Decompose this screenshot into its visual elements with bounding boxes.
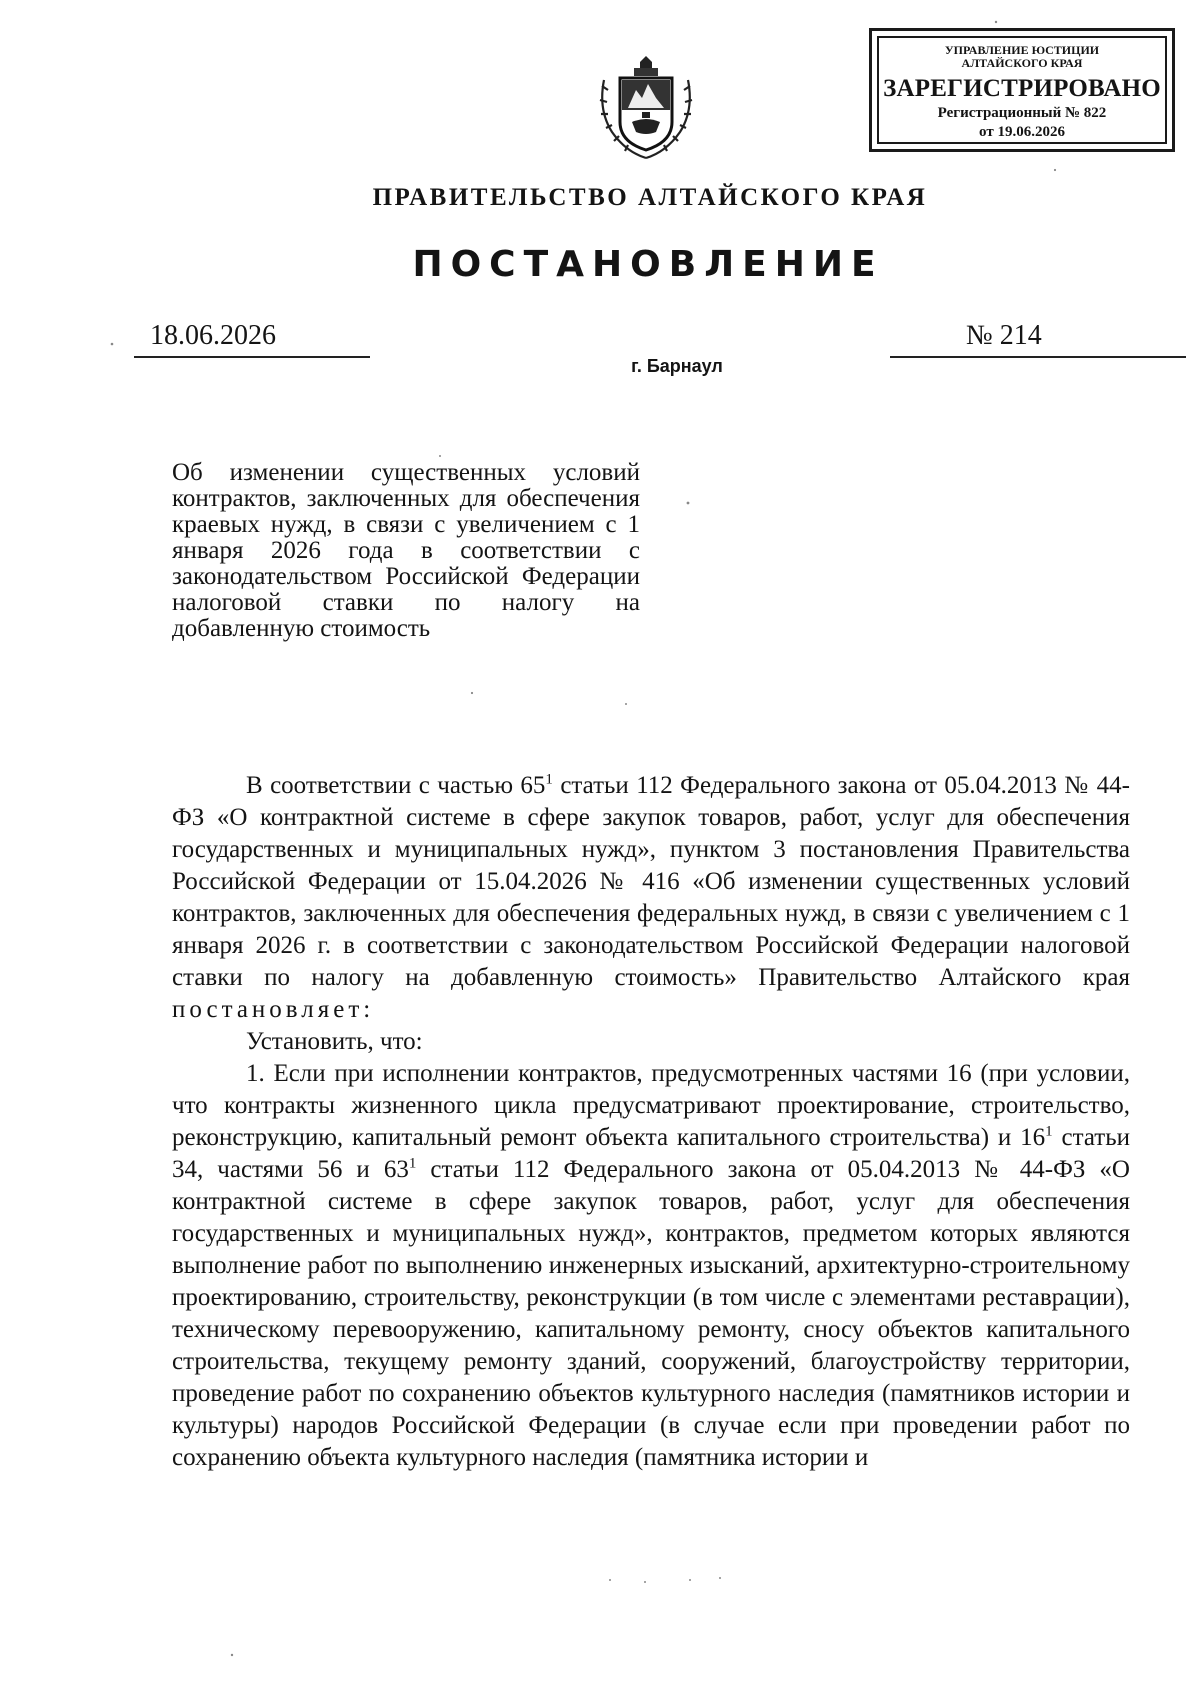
document-subject: Об изменении существенных условий контрактов, заключенных для обеспечения краевых нужд, в связи с увеличением с 1 января 2026 года в соответствии с законодательством Российской Федерации налоговой ставки по налогу на добавленную стоимость xyxy=(172,459,640,642)
registration-stamp xyxy=(869,28,1175,152)
superscript: 1 xyxy=(408,1155,417,1172)
superscript: 1 xyxy=(545,771,553,788)
item-1-paragraph xyxy=(172,1058,1130,1474)
preamble-verb: постановляет: xyxy=(172,996,375,1023)
stamp-org-line2: АЛТАЙСКОГО КРАЯ xyxy=(961,56,1083,70)
item-1-text-1: 1. Если при исполнении контрактов, предусмотренных частями 16 (при условии, что контракты жизненного цикла предусматривают проектирование, строительство, реконструкцию, капитальный ремонт объекта капитального строительства) и 16 xyxy=(172,1060,1130,1151)
document-date: 18.06.2026 xyxy=(134,320,370,358)
authority-name: ПРАВИТЕЛЬСТВО АЛТАЙСКОГО КРАЯ xyxy=(372,184,928,211)
document-city: г. Барнаул xyxy=(631,356,723,376)
stamp-reg-number: Регистрационный № 822 xyxy=(937,105,1107,121)
establish-paragraph: Установить, что: xyxy=(246,1028,423,1055)
stamp-org-line1: УПРАВЛЕНИЕ ЮСТИЦИИ xyxy=(944,43,1100,57)
document-type-title: ПОСТАНОВЛЕНИЕ xyxy=(412,244,884,285)
stamp-org xyxy=(879,44,1165,70)
item-1-text-2: статьи 34, частями 56 и 63 xyxy=(172,1124,1131,1183)
preamble-text-2: статьи 112 Федерального закона от 05.04.2013 № 44-ФЗ «О контрактной системе в сфере закупок товаров, работ, услуг для обеспечения государственных и муниципальных нужд», пунктом 3 постановления Правительства Российской Федерации от 15.04.2026 № 416 «Об изменении существенных условий контрактов, заключенных для обеспечения федеральных нужд, в связи с увеличением с 1 января 2026 г. в соответствии с законодательством Российской Федерации налоговой ставки по налогу на добавленную стоимость» Правительство Алтайского края xyxy=(172,772,1130,991)
preamble-text-1: В соответствии с частью 65 xyxy=(246,772,546,799)
item-1-text-3: статьи 112 Федерального закона от 05.04.2013 № 44-ФЗ «О контрактной системе в сфере закупок товаров, работ, услуг для обеспечения государственных и муниципальных нужд», контрактов, предметом которых являются выполнение работ по выполнению инженерных изысканий, архитектурно-строительному проектированию, строительству, реконструкции (в том числе с элементами реставрации), техническому перевооружению, капитальному ремонту, сносу объектов капитального строительства, текущему ремонту зданий, сооружений, благоустройству территории, проведение работ по сохранению объектов культурного наследия (памятников истории и культуры) народов Российской Федерации (в случае если при проведении работ по сохранению объекта культурного наследия (памятника истории и xyxy=(172,1156,1130,1471)
preamble-paragraph xyxy=(172,770,1130,1026)
stamp-inner-frame xyxy=(877,36,1167,144)
stamp-reg-date: от 19.06.2026 xyxy=(979,124,1065,140)
document-body xyxy=(172,770,1130,1474)
stamp-status: ЗАРЕГИСТРИРОВАНО xyxy=(883,75,1161,102)
coat-of-arms-icon xyxy=(590,50,702,162)
document-number: № 214 xyxy=(890,320,1186,358)
superscript: 1 xyxy=(1045,1123,1053,1140)
